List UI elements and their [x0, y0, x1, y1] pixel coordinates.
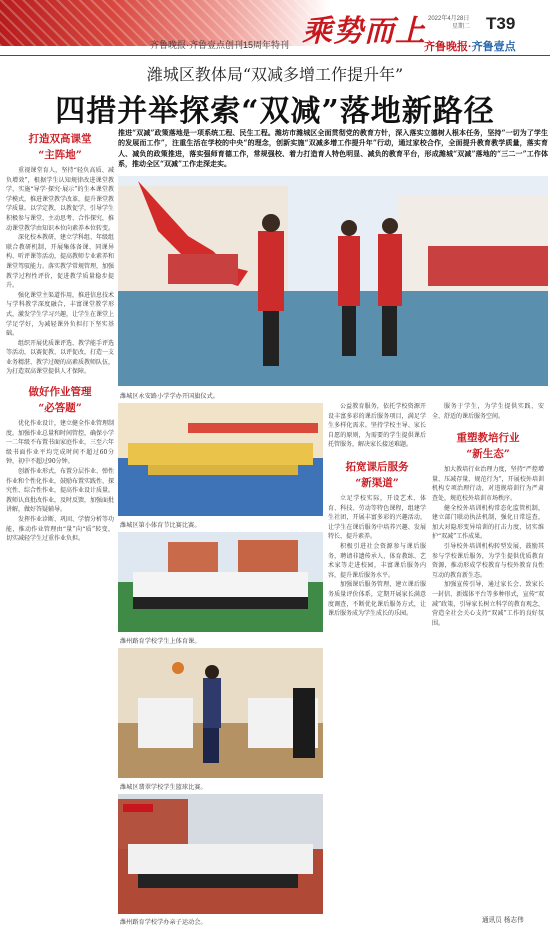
section-title: 打造双高课堂: [28, 133, 92, 145]
article-subheadline: 潍城区教体局“双减多增工作提升年”: [146, 65, 404, 84]
masthead-banner: [0, 0, 550, 56]
body-paragraph: 创新作业形式，布置分层作业、弹性作业和个性化作业，鼓励布置实践性、探究性、综合性作业，提高作业设计质量。教师认真批改作业，及时反馈，加强面批讲解，做好答疑辅导。: [6, 468, 114, 514]
student-figure: [258, 231, 284, 311]
photo-family-sports-image: [118, 794, 323, 914]
photo-banner: [188, 423, 318, 433]
students-row: [428, 246, 548, 286]
student-head: [262, 214, 280, 232]
photo-basketball-image: [118, 648, 323, 778]
student-figure: [263, 311, 279, 366]
player-figure: [203, 728, 219, 763]
students-row: [133, 572, 308, 597]
masthead-subline: 齐鲁晚报·齐鲁壹点创刊15周年特刊: [150, 40, 290, 50]
body-paragraph: 强化课堂主渠道作用，推进信息技术与学科教学深度融合，丰富课堂教学形式，激发学生学习兴趣，让学生在课堂上学足学好，为减轻课外负担打下坚实基础。: [6, 291, 114, 338]
section-subtitle: “必答题”: [38, 402, 82, 415]
body-paragraph: 引导校外培训机构转型发展，鼓励其参与学校课后服务，为学生提供优质教育资源，推动形成学校教育与校外教育良性互动的教育新生态。: [432, 542, 544, 579]
section-title: 重塑教培行业: [456, 432, 520, 445]
body-paragraph: 积极引进社会资源参与课后服务，聘请非遗传承人、体育教练、艺术家等走进校园，丰富课后服务内容，提升课后服务水平。: [328, 542, 426, 579]
brand-name-1: 齐鲁晚报: [424, 41, 468, 53]
body-paragraph: 公益教育服务，依托学校资源开设丰富多彩的课后服务项目，满足学生多样化需求。坚持学校主导、家长自愿的原则，为需要的学生提供课后托管服务，解决家长接送难题。: [328, 403, 426, 449]
text-column-left: [6, 128, 114, 918]
photo-sports-festival-image: [118, 403, 323, 516]
photo-flag-ceremony-image: [118, 176, 548, 386]
student-head: [341, 220, 357, 236]
student-figure: [378, 234, 402, 306]
body-paragraph: 组织开展优质课评选、教学能手评选等活动，以赛促教、以评促改，打造一支业务精湛、教学过硬的高素质教师队伍，为打造双高课堂提供人才保障。: [6, 339, 114, 376]
photo-caption: 潍城区第小体育节比赛比赛。: [120, 522, 201, 529]
body-paragraph: 服务于学生，为学生提供实践、安全、舒适的课后服务空间。: [432, 403, 544, 420]
text-column-middle: [328, 402, 426, 932]
author-byline: 通讯员 杨志伟: [482, 916, 524, 924]
section-title: 拓宽课后服务: [345, 460, 409, 473]
photo-family-sports: [118, 794, 323, 914]
page-number: T39: [486, 14, 516, 33]
spectators-group: [138, 698, 193, 748]
student-head: [382, 218, 398, 234]
body-paragraph: 立足学校实际，开设艺术、体育、科技、劳动等特色课程，组建学生社团，开展丰富多彩的兴趣活动，让学生在课后服务中培养兴趣、发展特长、提升素养。: [328, 494, 426, 541]
photo-banner: [123, 804, 153, 812]
body-paragraph: 发挥作业诊断、巩固、学情分析等功能，推动作业管理由“量”向“质”转变，切实减轻学生过重作业负担。: [6, 516, 114, 543]
player-figure: [293, 688, 315, 758]
issue-date: 2022年4月28日: [428, 16, 470, 22]
masthead-rule: [0, 55, 550, 56]
dancers-group: [128, 443, 313, 465]
children-group: [138, 874, 298, 888]
body-paragraph: 加强课后服务管理，建立课后服务质量评价体系，定期开展家长满意度调查，不断优化课后服务方式，让课后服务成为学生成长的乐园。: [328, 581, 426, 618]
brand-logo: 齐鲁晚报·齐鲁壹点: [424, 41, 516, 53]
body-paragraph: 加大教培行业治理力度，坚持“严控增量、压减存量、规范行为”，开展校外培训机构专项治理行动，对违规培训行为严肃查处，规范校外培训市场秩序。: [432, 466, 544, 502]
body-paragraph: 健全校外培训机构常态化监管机制，建立部门联动执法机制，强化日常巡查，加大对隐形变异培训的打击力度，切实维护“双减”工作成果。: [432, 504, 544, 541]
photo-pe-class: [118, 532, 323, 632]
children-group: [128, 844, 313, 874]
slogan-calligraphy: 乘势而上: [302, 14, 426, 49]
photo-caption: 潍州路育学校学办亲子运动会。: [120, 919, 207, 926]
body-paragraph: 加强宣传引导，通过家长会、致家长一封信、新媒体平台等多种形式，宣传“双减”政策，引导家长树立科学的教育观念，营造全社会关心支持“双减”工作的良好氛围。: [432, 581, 544, 627]
photo-sports-festival: [118, 403, 323, 516]
brand-name-2: 齐鲁壹点: [471, 41, 516, 53]
photo-flag-ceremony: [118, 176, 548, 386]
photo-caption: 潍城区翡翠学校学生篮球比赛。: [120, 784, 207, 791]
photo-basketball: [118, 648, 323, 778]
photo-caption: 潍城区永安路小学学办开国旗仪式。: [120, 393, 219, 400]
player-head: [205, 665, 219, 679]
body-paragraph: 重视课堂育人，坚持“轻负高质、减负增效”，根据学生认知规律改进课堂教学，实施“导学·探究·展示”的生本课堂教学模式，推进课堂教学改革，提升课堂教学质量。以学定教，以教促学，引导学生积极参与课堂、主动思考、合作探究，推动课堂教学由知识本位向素养本位转变。: [6, 167, 114, 232]
section-subtitle: “新生态”: [466, 448, 510, 461]
student-figure: [338, 236, 360, 306]
students-row: [168, 254, 238, 284]
article-intro: 推进“双减”政策落地是一项系统工程、民生工程。潍坊市潍城区全面贯彻党的教育方针，深入落实立德树人根本任务，坚持“一切为了学生的发展而工作”，注重生活在学校的中央“的理念，创新实施“双减多增工作提升年”行动，通过家校合作，全面提升教育教学质量，落实育人、减负的政策推进，落实强师育德工作，常规强校、着力打造育人特色明显、减负的教育平台，形成潍城“双减”落地的“三二一”工作体系，推动全区“双减”工作走深走实。: [118, 128, 548, 169]
student-figure: [382, 306, 397, 356]
player-figure: [203, 678, 221, 728]
body-paragraph: 优化作业设计，建立健全作业管理制度，加强作业总量和时间管控，确保小学一二年级不布置书面家庭作业，三至六年级书面作业平均完成时间不超过60分钟，初中不超过90分钟。: [6, 420, 114, 466]
body-paragraph: 深化校本教研，建立学科组、年级组联合教研机制，开展集体备课、同课异构、听评课等活动，提高教师专业素养和课堂驾驭能力。落实教学常规管理，加强教学过程性评价，促进教学质量稳步提升。: [6, 234, 114, 290]
issue-weekday: 星期二: [452, 24, 471, 30]
photo-ground: [118, 291, 548, 386]
text-column-right: [432, 402, 544, 910]
dancers-group: [148, 465, 298, 475]
section-subtitle: “主阵地”: [38, 149, 82, 161]
students-row: [133, 597, 308, 609]
article-headline: 四措并举探索“双减”落地新路径: [55, 94, 495, 129]
section-subtitle: “新渠道”: [355, 476, 399, 489]
basketball: [172, 662, 184, 674]
section-title: 做好作业管理: [28, 386, 92, 399]
photo-pe-class-image: [118, 532, 323, 632]
student-figure: [342, 306, 356, 356]
photo-caption: 潍州路育学校学生上体育课。: [120, 638, 201, 645]
